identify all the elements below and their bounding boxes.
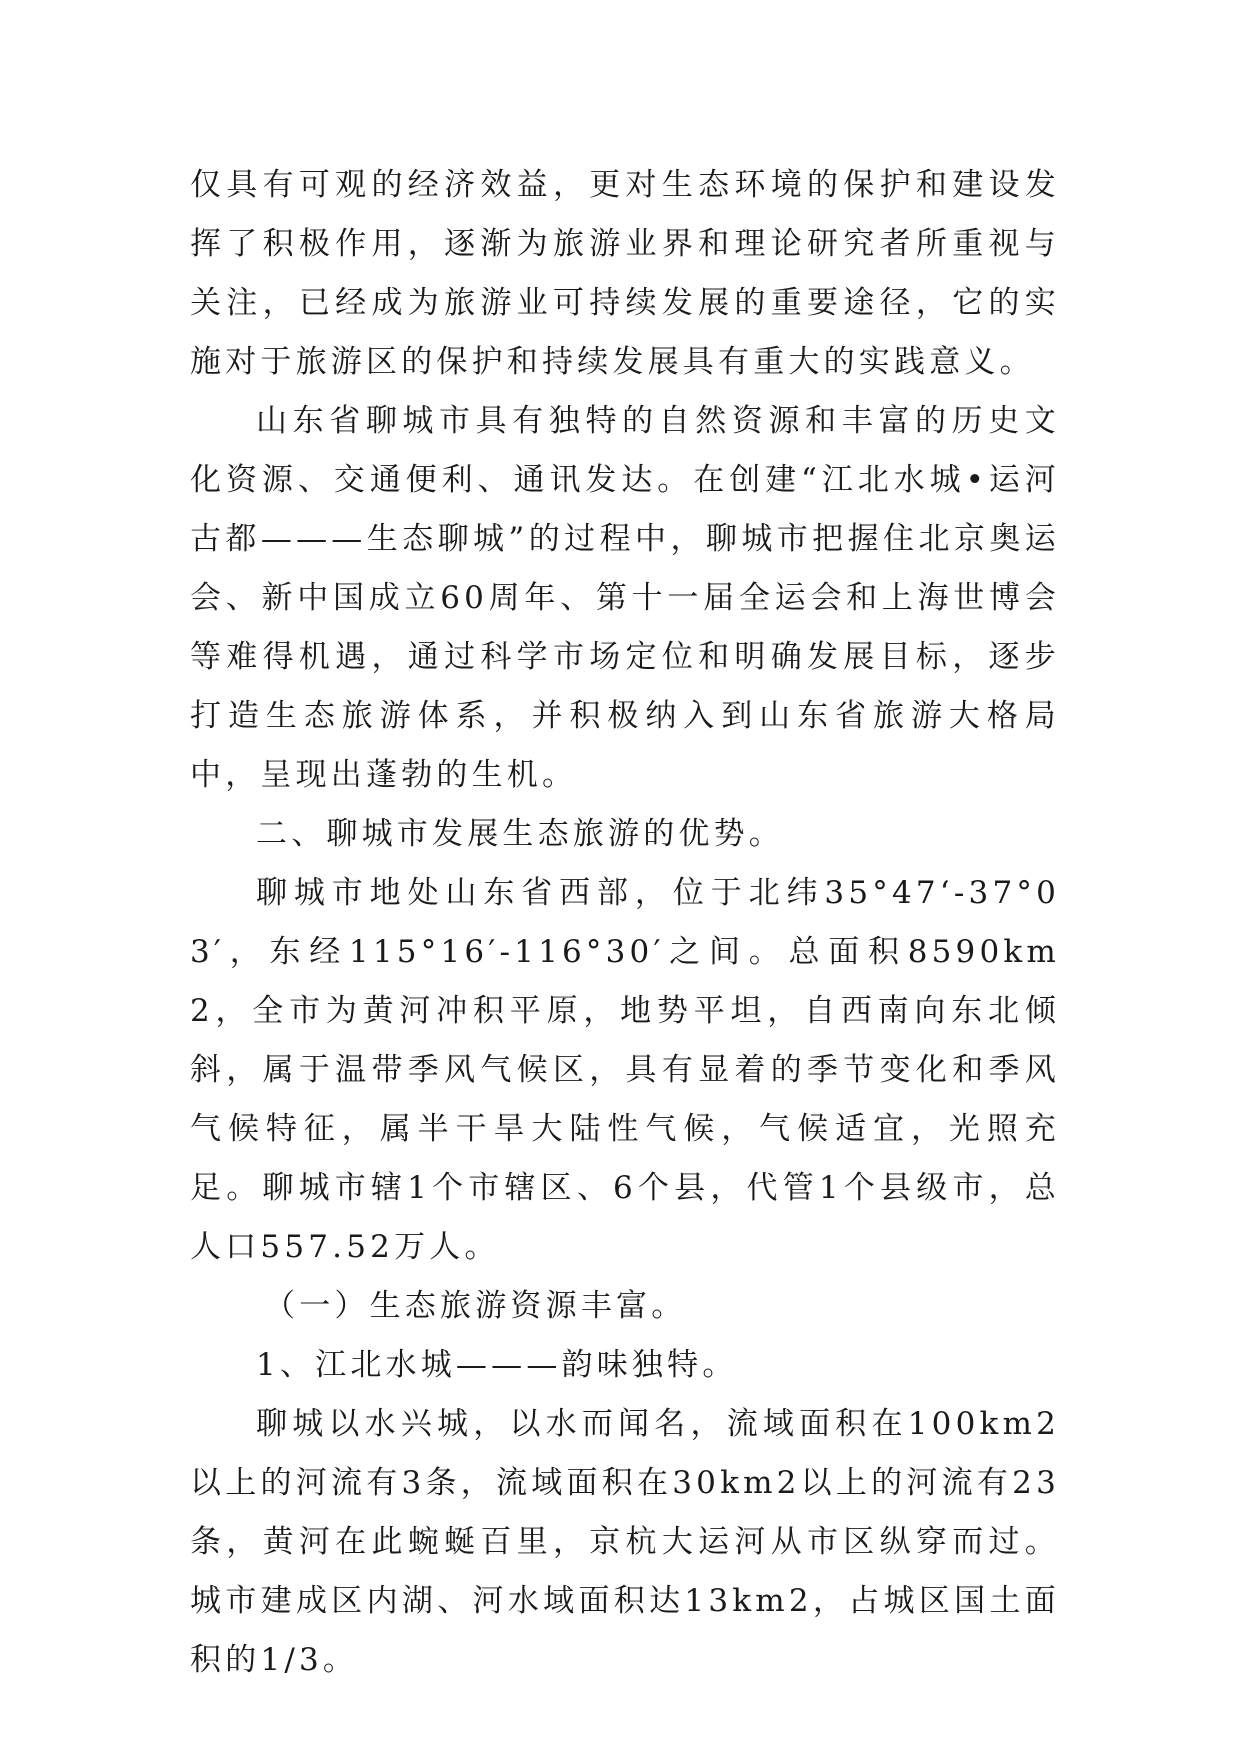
paragraph-liaocheng-overview: 山东省聊城市具有独特的自然资源和丰富的历史文化资源、交通便利、通讯发达。在创建“江北水城•运河古都———生态聊城”的过程中，聊城市把握住北京奥运会、新中国成立60周年、第十一届全运会和上海世博会等难得机遇，通过科学市场定位和明确发展目标，逐步打造生态旅游体系，并积极纳入到山东省旅游大格局中，呈现出蓬勃的生机。 bbox=[190, 403, 1060, 793]
document-body bbox=[190, 156, 1060, 1690]
paragraph-geography: 聊城市地处山东省西部，位于北纬35°47‘-37°03′，东经115°16′-116°30′之间。总面积8590km2，全市为黄河冲积平原，地势平坦，自西南向东北倾斜，属于温带季风气候区，具有显着的季节变化和季风气候特征，属半干旱大陆性气候，气候适宜，光照充足。聊城市辖1个市辖区、6个县，代管1个县级市，总人口557.52万人。 bbox=[190, 875, 1060, 1265]
item-heading-water-city: 1、江北水城———韵味独特。 bbox=[256, 1347, 738, 1383]
section-heading-advantages: 二、聊城市发展生态旅游的优势。 bbox=[256, 816, 784, 852]
paragraph-water-resources: 聊城以水兴城，以水而闻名，流域面积在100km2以上的河流有3条，流域面积在30km2以上的河流有23条，黄河在此蜿蜒百里，京杭大运河从市区纵穿而过。城市建成区内湖、河水域面积达13km2，占城区国土面积的1/3。 bbox=[190, 1406, 1060, 1678]
paragraph-eco-tourism-significance: 仅具有可观的经济效益，更对生态环境的保护和建设发挥了积极作用，逐渐为旅游业界和理论研究者所重视与关注，已经成为旅游业可持续发展的重要途径，它的实施对于旅游区的保护和持续发展具有重大的实践意义。 bbox=[190, 167, 1060, 380]
subsection-heading-resources: （一）生态旅游资源丰富。 bbox=[264, 1288, 687, 1324]
